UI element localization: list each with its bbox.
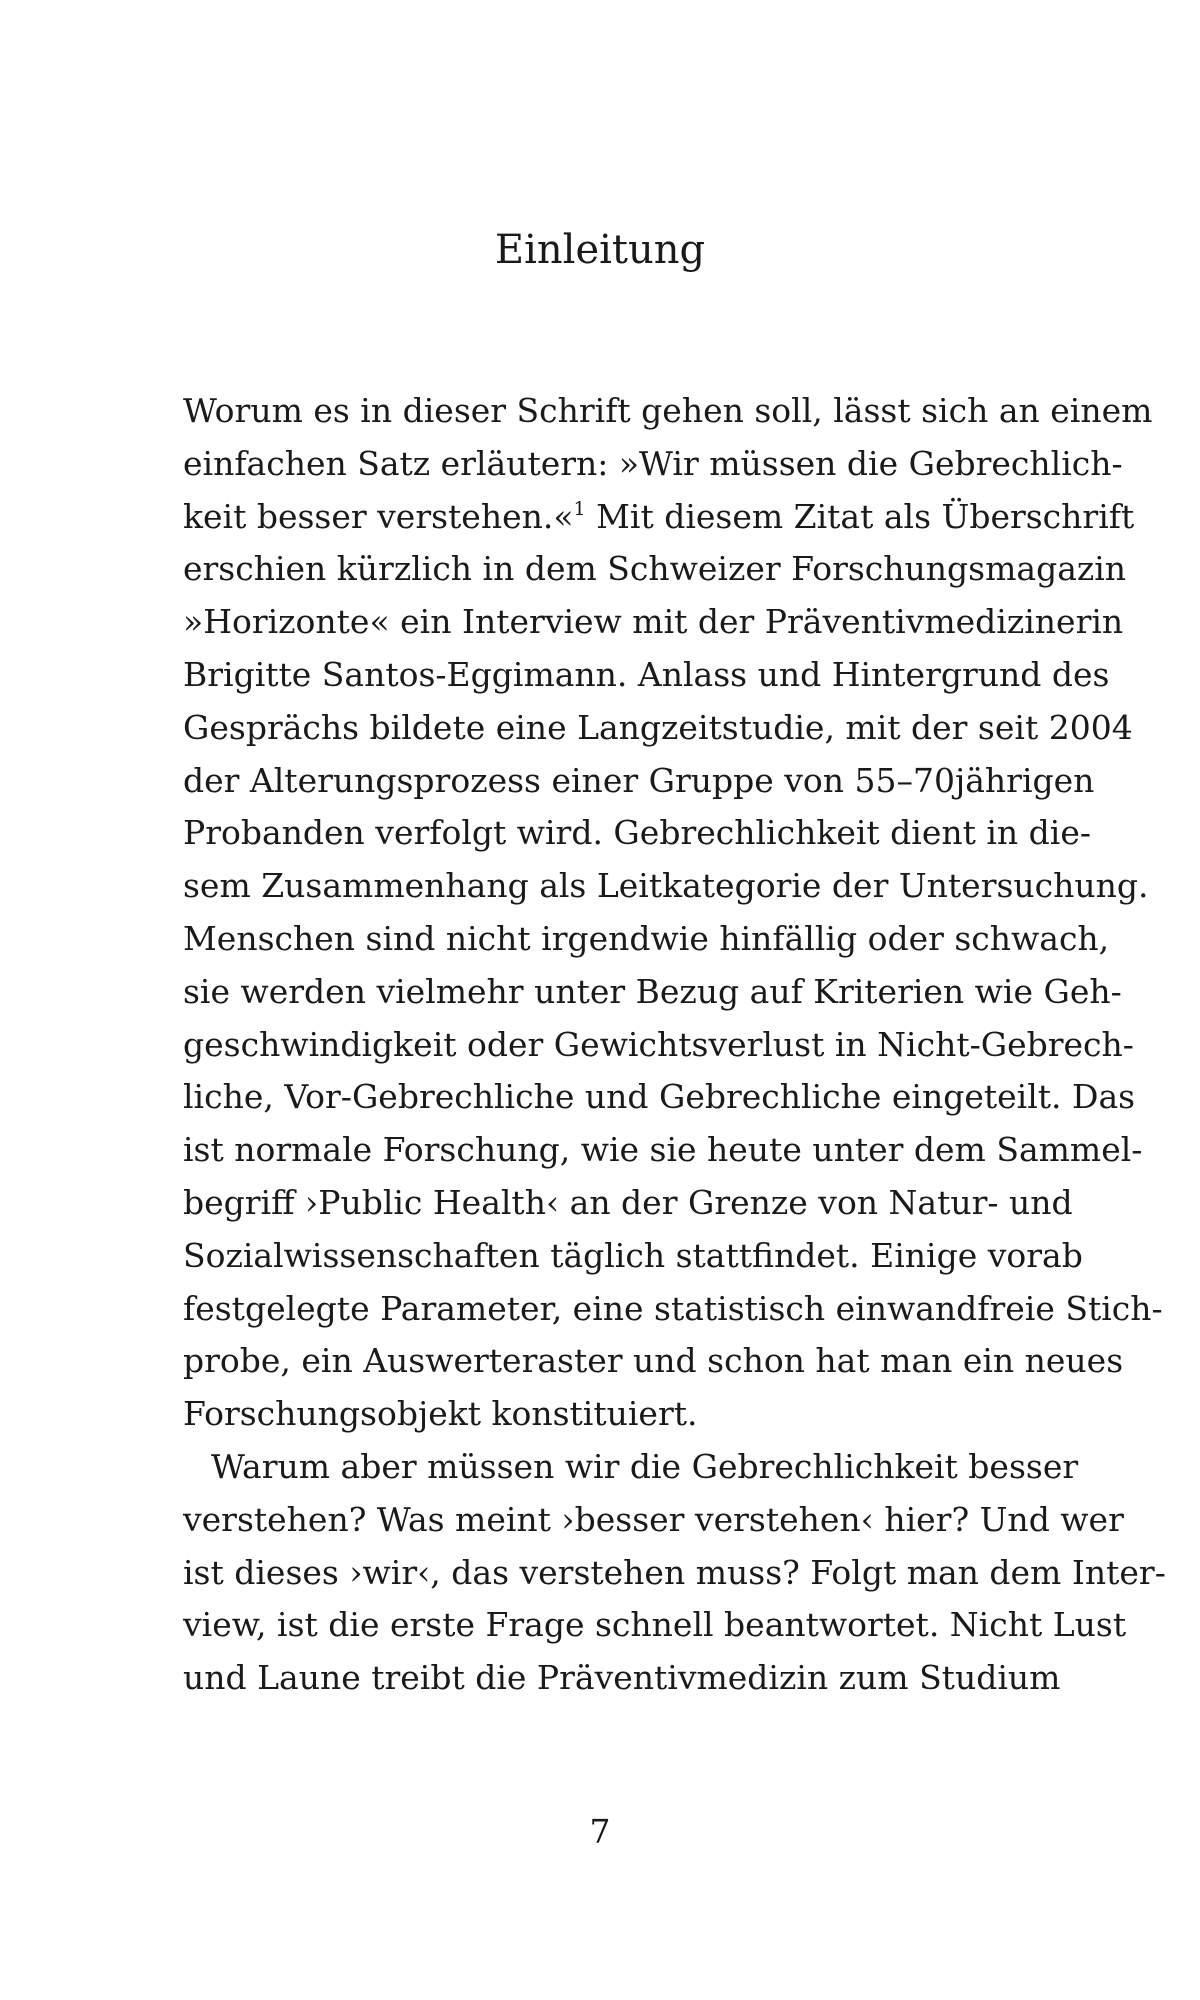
text-line: verstehen? Was meint ›besser verstehen‹ hier? Und wer (183, 1499, 1124, 1539)
text-line: ist normale Forschung, wie sie heute unter dem Sammel- (183, 1130, 1143, 1170)
chapter-title: Einleitung (494, 227, 706, 273)
text-line: Gesprächs bildete eine Langzeitstudie, mit der seit 2004 (183, 707, 1133, 747)
text-line: view, ist die erste Frage schnell beantwortet. Nicht Lust (183, 1605, 1127, 1645)
text-line: liche, Vor-Gebrechliche und Gebrechliche eingeteilt. Das (183, 1077, 1136, 1117)
text-line: Warum aber müssen wir die Gebrechlichkeit besser (211, 1446, 1079, 1486)
text-line: geschwindigkeit oder Gewichtsverlust in Nicht-Gebrech- (183, 1024, 1134, 1064)
text-line: und Laune treibt die Präventivmedizin zum Studium (183, 1658, 1061, 1698)
text-segment: Mit diesem Zitat als Überschrift (585, 496, 1135, 536)
text-line: sie werden vielmehr unter Bezug auf Kriterien wie Geh- (183, 971, 1122, 1011)
text-line: festgelegte Parameter, eine statistisch einwandfreie Stich- (183, 1288, 1163, 1328)
text-line: »Horizonte« ein Interview mit der Präventivmedizinerin (183, 602, 1124, 642)
text-segment: keit besser verstehen.« (183, 496, 574, 536)
text-line: Sozialwissenschaften täglich stattfindet. Einige vorab (183, 1235, 1083, 1275)
text-line: erschien kürzlich in dem Schweizer Forschungsmagazin (183, 549, 1127, 589)
text-line: Worum es in dieser Schrift gehen soll, lässt sich an einem (183, 391, 1153, 430)
page-number: 7 (589, 1812, 611, 1851)
text-line: Menschen sind nicht irgendwie hinfällig oder schwach, (183, 918, 1110, 958)
text-line: Probanden verfolgt wird. Gebrechlichkeit dient in die- (183, 813, 1092, 853)
text-line: Brigitte Santos-Eggimann. Anlass und Hintergrund des (183, 654, 1110, 694)
text-line: einfachen Satz erläutern: »Wir müssen die Gebrechlich- (183, 443, 1123, 483)
text-line: probe, ein Auswerteraster und schon hat man ein neues (183, 1341, 1124, 1381)
text-line: begriff ›Public Health‹ an der Grenze von Natur- und (183, 1182, 1073, 1222)
footnote-marker: 1 (573, 497, 586, 520)
text-line: Forschungsobjekt konstituiert. (183, 1394, 698, 1434)
text-line: sem Zusammenhang als Leitkategorie der Untersuchung. (183, 866, 1149, 906)
text-line: der Alterungsprozess einer Gruppe von 55–70jährigen (183, 760, 1095, 800)
text-line: ist dieses ›wir‹, das verstehen muss? Folgt man dem Inter- (183, 1552, 1166, 1592)
text-line (183, 491, 1135, 544)
body-text (183, 385, 1166, 1705)
